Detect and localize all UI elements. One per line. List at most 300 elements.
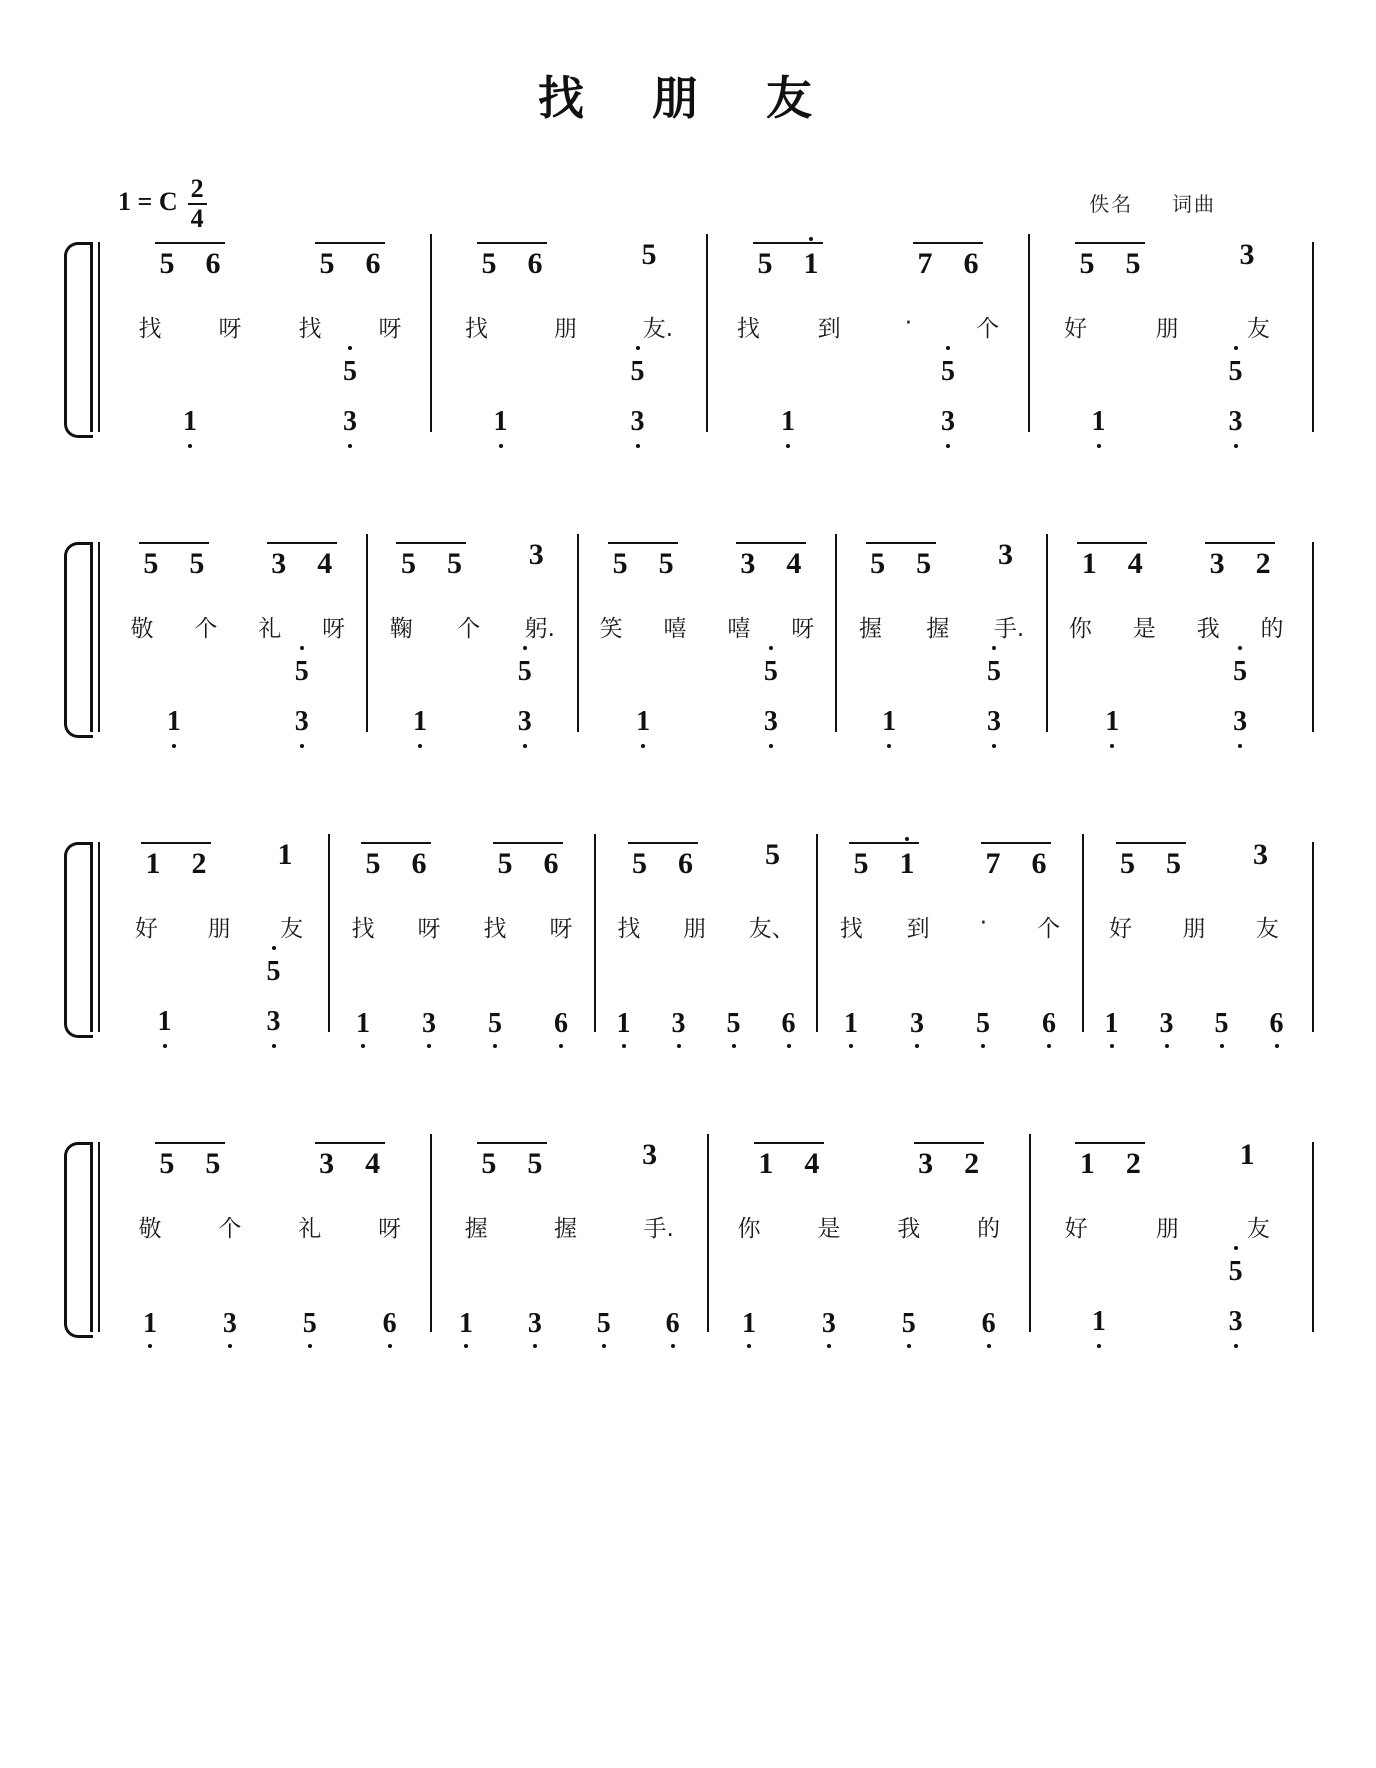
beamed-note-group <box>981 842 1051 879</box>
melody-note: 5 <box>365 847 381 880</box>
melody-row <box>579 534 835 610</box>
accompaniment-upper-note: 5 <box>1228 356 1243 387</box>
accompaniment-note: 3 <box>817 1310 841 1338</box>
beamed-note-group <box>315 242 385 279</box>
accompaniment-upper-note: 5 <box>941 356 955 387</box>
beamed-note-group <box>1075 242 1145 279</box>
accompaniment-lower-note: 3 <box>1233 706 1248 737</box>
measure <box>837 534 1049 737</box>
accompaniment-note: 1 <box>351 1010 375 1038</box>
beamed-note-group <box>913 242 983 279</box>
lyric-syllable: 找 <box>839 916 863 942</box>
melody-note: 5 <box>1079 247 1095 280</box>
accompaniment-note: 3 <box>667 1010 691 1038</box>
accompaniment-lower-note: 1 <box>1091 406 1106 437</box>
melody-note: 4 <box>804 1147 820 1180</box>
beamed-note-group <box>628 842 698 879</box>
staff <box>110 234 1304 437</box>
lyrics-row <box>110 1210 430 1256</box>
beamed-note-group <box>1075 1142 1145 1179</box>
accompaniment-chord <box>1092 362 1106 438</box>
staff-system <box>60 1134 1316 1434</box>
barline-start-inner <box>98 242 100 432</box>
accompaniment-lower-note: 1 <box>1091 1306 1106 1337</box>
melody-note: 5 <box>1166 847 1181 880</box>
system-brace <box>64 842 93 1038</box>
measure <box>432 1134 710 1339</box>
lyric-syllable: 找 <box>483 916 507 942</box>
melody-row <box>110 1134 430 1210</box>
beamed-note-group <box>155 242 225 279</box>
accompaniment-lower-note: 3 <box>1228 1306 1243 1337</box>
lyric-syllable: 朋 <box>207 916 231 942</box>
accompaniment-note: 5 <box>298 1310 322 1338</box>
barline-start <box>90 542 93 732</box>
accompaniment-chord <box>882 662 896 738</box>
lyric-syllable: 朋 <box>1182 916 1206 942</box>
credits <box>1089 188 1216 217</box>
accompaniment-chord <box>763 656 778 738</box>
accompaniment-note: 3 <box>218 1310 242 1338</box>
lyric-syllable: 友 <box>280 916 304 942</box>
melody-note: 5 <box>853 847 869 880</box>
accompaniment-chord <box>183 362 197 438</box>
lyric-syllable: 朋 <box>682 916 706 942</box>
melody-note: 3 <box>642 1138 658 1171</box>
beamed-note-group <box>493 842 563 879</box>
lyric-syllable: 找 <box>298 316 322 342</box>
melody-note: 1 <box>799 247 823 279</box>
melody-note: 4 <box>1127 547 1143 580</box>
melody-note: 5 <box>497 847 513 880</box>
accompaniment-row <box>110 356 430 442</box>
melody-note: 5 <box>765 838 780 871</box>
accompaniment-chord <box>517 656 532 738</box>
lyric-syllable: 呀 <box>378 1216 402 1242</box>
lyrics-row <box>1084 910 1304 956</box>
beamed-note-group <box>141 842 211 879</box>
accompaniment-row <box>1084 956 1304 1042</box>
accompaniment-note: 3 <box>1155 1010 1179 1038</box>
lyric-syllable: 找 <box>138 316 162 342</box>
system-brace <box>64 242 93 438</box>
accompaniment-chord <box>1092 1262 1106 1338</box>
accompaniment-note: 1 <box>1100 1010 1124 1038</box>
accompaniment-lower-note: 3 <box>343 406 357 437</box>
melody-note: 5 <box>757 247 773 280</box>
accompaniment-chord <box>1228 356 1243 438</box>
accompaniment-note: 6 <box>378 1310 402 1338</box>
melody-note: 5 <box>319 247 335 280</box>
barline-end <box>1312 542 1314 732</box>
lyrics-row <box>1030 310 1304 356</box>
beamed-note-group <box>914 1142 984 1179</box>
beamed-note-group <box>608 542 678 579</box>
score-meta <box>0 174 1376 234</box>
accompaniment-chord <box>413 662 427 738</box>
measure <box>1030 234 1304 437</box>
accompaniment-note: 5 <box>722 1010 746 1038</box>
lyrics-row <box>709 1210 1029 1256</box>
melody-row <box>837 534 1047 610</box>
time-signature <box>188 176 207 232</box>
melody-note: 5 <box>612 547 628 580</box>
accompaniment-note: 1 <box>454 1310 478 1338</box>
melody-row <box>709 1134 1029 1210</box>
accompaniment-row <box>818 956 1082 1042</box>
accompaniment-row <box>110 1256 430 1342</box>
lyrics-row <box>708 310 1028 356</box>
melody-note: 7 <box>985 847 1001 880</box>
beamed-note-group <box>361 842 431 879</box>
lyric-syllable: 躬. <box>524 616 555 642</box>
lyric-syllable: 友 <box>1246 316 1270 342</box>
accompaniment-lower-note: 1 <box>166 706 181 737</box>
lyric-syllable: 朋 <box>1155 316 1179 342</box>
accompaniment-lower-note: 1 <box>882 706 897 737</box>
accompaniment-lower-note: 3 <box>294 706 309 737</box>
barline-end <box>1312 242 1314 432</box>
key-signature <box>118 174 207 233</box>
melody-note: 2 <box>1125 1147 1141 1180</box>
lyric-syllable: 好 <box>1064 1216 1088 1242</box>
accompaniment-lower-note: 1 <box>1105 706 1120 737</box>
system-brace <box>64 1142 93 1338</box>
melody-note: 1 <box>145 847 161 880</box>
measure <box>110 234 432 437</box>
melody-note: 5 <box>632 847 647 880</box>
melody-note: 1 <box>895 847 919 879</box>
lyrics-row <box>432 1210 708 1256</box>
lyrics-row <box>837 610 1047 656</box>
accompaniment-row <box>1048 656 1304 742</box>
accompaniment-row <box>432 1256 708 1342</box>
accompaniment-chord <box>941 356 955 438</box>
accompaniment-note: 6 <box>1037 1010 1061 1038</box>
melody-row <box>110 534 366 610</box>
page-title: 找 朋 友 <box>537 71 839 125</box>
accompaniment-chord <box>781 362 795 438</box>
lyrics-row <box>330 910 594 956</box>
melody-note: 5 <box>446 547 462 580</box>
barline-start <box>90 842 93 1032</box>
melody-note: 1 <box>1239 1138 1255 1171</box>
lyric-syllable: 握 <box>464 1216 488 1242</box>
accompaniment-upper-note: 5 <box>266 956 281 987</box>
melody-row <box>596 834 816 910</box>
melody-note: 4 <box>786 547 802 580</box>
accompaniment-lower-note: 3 <box>517 706 532 737</box>
lyric-syllable: 个 <box>1037 916 1061 942</box>
melody-row <box>110 234 430 310</box>
accompaniment-row <box>330 956 594 1042</box>
measure <box>110 534 368 737</box>
lyric-syllable: 鞠 <box>389 616 413 642</box>
beamed-note-group <box>477 242 547 279</box>
lyric-syllable: 敬 <box>130 616 154 642</box>
accompaniment-note: 3 <box>523 1310 547 1338</box>
melody-row <box>330 834 594 910</box>
melody-note: 6 <box>963 247 979 280</box>
lyric-syllable: 手. <box>993 616 1025 642</box>
melody-note: 3 <box>271 547 287 580</box>
accompaniment-note: 1 <box>138 1310 162 1338</box>
melody-note: 5 <box>658 547 674 580</box>
accompaniment-chord <box>294 656 309 738</box>
lyric-syllable: 你 <box>1068 616 1092 642</box>
melody-row <box>1048 534 1304 610</box>
melody-row <box>1084 834 1304 910</box>
credit-role: 词曲 <box>1172 192 1216 216</box>
melody-note: 5 <box>159 1147 175 1180</box>
time-signature-denominator: 4 <box>190 204 204 233</box>
measure <box>1084 834 1304 1039</box>
melody-note: 5 <box>143 547 159 580</box>
melody-note: 4 <box>365 1147 381 1180</box>
melody-row <box>368 534 578 610</box>
melody-note: 3 <box>740 547 756 580</box>
melody-note: 6 <box>678 847 693 880</box>
staff <box>110 534 1304 737</box>
lyric-syllable: 礼 <box>258 616 282 642</box>
beamed-note-group <box>736 542 806 579</box>
accompaniment-chord <box>1105 662 1119 738</box>
melody-note: 3 <box>918 1147 934 1180</box>
melody-note: 5 <box>205 1147 221 1180</box>
measure <box>1031 1134 1305 1337</box>
measure <box>368 534 580 737</box>
melody-note: 6 <box>527 247 543 280</box>
melody-row <box>818 834 1082 910</box>
barline-start-inner <box>98 842 100 1032</box>
lyrics-row <box>818 910 1082 956</box>
lyric-syllable: 嘻 <box>663 616 687 642</box>
beamed-note-group <box>315 1142 385 1179</box>
measure <box>818 834 1084 1039</box>
melody-note: 5 <box>159 247 175 280</box>
lyrics-row <box>1048 610 1304 656</box>
barline-end <box>1312 1142 1314 1332</box>
accompaniment-note: 5 <box>592 1310 616 1338</box>
staff-system <box>60 834 1316 1134</box>
beamed-note-group <box>753 242 823 279</box>
accompaniment-upper-note: 5 <box>294 656 309 687</box>
melody-note: 5 <box>481 1147 497 1180</box>
time-signature-numerator: 2 <box>188 176 207 205</box>
lyrics-row <box>579 610 835 656</box>
accompaniment-chord <box>1233 656 1248 738</box>
lyric-syllable: 朋 <box>553 316 577 342</box>
accompaniment-upper-note: 5 <box>1233 656 1248 687</box>
measure <box>1048 534 1304 737</box>
lyric-syllable: 敬 <box>138 1216 162 1242</box>
sheet-music-page <box>0 62 1376 1768</box>
lyric-syllable: · <box>904 310 913 336</box>
lyrics-row <box>110 610 366 656</box>
accompaniment-lower-note: 3 <box>630 406 645 437</box>
accompaniment-note: 6 <box>549 1010 573 1038</box>
lyric-syllable: 呀 <box>322 616 346 642</box>
beamed-note-group <box>155 1142 225 1179</box>
beamed-note-group <box>849 842 919 879</box>
measure <box>596 834 818 1039</box>
accompaniment-note: 5 <box>1210 1010 1234 1038</box>
lyric-syllable: 友. <box>642 316 674 342</box>
accompaniment-lower-note: 3 <box>266 1006 281 1037</box>
accompaniment-row <box>596 956 816 1042</box>
system-brace <box>64 542 93 738</box>
lyrics-row <box>110 910 328 956</box>
melody-note: 6 <box>205 247 221 280</box>
beamed-note-group <box>866 542 936 579</box>
lyric-syllable: 个 <box>194 616 218 642</box>
staff <box>110 1134 1304 1339</box>
lyrics-row <box>596 910 816 956</box>
staff <box>110 834 1304 1039</box>
lyric-syllable: 个 <box>976 316 1000 342</box>
lyric-syllable: 到 <box>906 916 930 942</box>
melody-row <box>432 234 706 310</box>
key-signature-text: 1 = C <box>118 187 178 216</box>
lyric-syllable: 朋 <box>1155 1216 1179 1242</box>
melody-note: 1 <box>1081 547 1097 580</box>
lyric-syllable: 握 <box>858 616 882 642</box>
lyric-syllable: 呀 <box>417 916 441 942</box>
melody-note: 1 <box>1079 1147 1095 1180</box>
melody-note: 3 <box>1239 238 1255 271</box>
accompaniment-lower-note: 3 <box>941 406 955 437</box>
lyric-syllable: 找 <box>351 916 375 942</box>
lyric-syllable: 握 <box>926 616 950 642</box>
beamed-note-group <box>1205 542 1275 579</box>
measure <box>432 234 708 437</box>
melody-note: 2 <box>964 1147 980 1180</box>
lyric-syllable: 友 <box>1255 916 1279 942</box>
barline-start <box>90 242 93 432</box>
accompaniment-upper-note: 5 <box>630 356 645 387</box>
beamed-note-group <box>396 542 466 579</box>
melody-note: 4 <box>317 547 333 580</box>
accompaniment-chord <box>266 956 281 1038</box>
accompaniment-note: 1 <box>612 1010 636 1038</box>
systems-container <box>0 234 1376 1434</box>
barline-start-inner <box>98 542 100 732</box>
lyric-syllable: 呀 <box>378 316 402 342</box>
accompaniment-note: 5 <box>897 1310 921 1338</box>
lyric-syllable: 笑 <box>599 616 623 642</box>
melody-row <box>110 834 328 910</box>
staff-system <box>60 534 1316 834</box>
melody-note: 5 <box>1120 847 1135 880</box>
beamed-note-group <box>754 1142 824 1179</box>
accompaniment-row <box>708 356 1028 442</box>
melody-note: 6 <box>543 847 559 880</box>
melody-note: 3 <box>1253 838 1268 871</box>
accompaniment-lower-note: 1 <box>412 706 427 737</box>
accompaniment-lower-note: 1 <box>493 406 508 437</box>
lyrics-row <box>1031 1210 1305 1256</box>
beamed-note-group <box>1077 542 1147 579</box>
melody-note: 1 <box>277 838 293 871</box>
lyric-syllable: · <box>979 910 988 936</box>
accompaniment-row <box>432 356 706 442</box>
lyric-syllable: 友、 <box>748 916 795 942</box>
melody-note: 3 <box>1209 547 1225 580</box>
measure <box>110 834 330 1037</box>
accompaniment-chord <box>636 662 650 738</box>
measure <box>579 534 837 737</box>
lyric-syllable: 友 <box>1246 1216 1270 1242</box>
melody-note: 7 <box>917 247 933 280</box>
accompaniment-row <box>110 956 328 1042</box>
melody-note: 5 <box>400 547 416 580</box>
lyric-syllable: 是 <box>1132 616 1156 642</box>
accompaniment-chord <box>1228 1256 1243 1338</box>
accompaniment-lower-note: 3 <box>986 706 1001 737</box>
lyric-syllable: 礼 <box>298 1216 322 1242</box>
melody-note: 5 <box>481 247 497 280</box>
accompaniment-note: 6 <box>661 1310 685 1338</box>
lyric-syllable: 的 <box>1260 616 1284 642</box>
melody-note: 6 <box>1031 847 1047 880</box>
accompaniment-upper-note: 5 <box>986 656 1001 687</box>
accompaniment-upper-note: 5 <box>1228 1256 1243 1287</box>
beamed-note-group <box>267 542 337 579</box>
accompaniment-note: 6 <box>977 1310 1001 1338</box>
accompaniment-chord <box>630 356 645 438</box>
melody-note: 3 <box>319 1147 335 1180</box>
barline-start-inner <box>98 1142 100 1332</box>
barline-start <box>90 1142 93 1332</box>
melody-row <box>1030 234 1304 310</box>
accompaniment-chord <box>986 656 1001 738</box>
accompaniment-row <box>1031 1256 1305 1342</box>
lyric-syllable: 找 <box>617 916 641 942</box>
accompaniment-chord <box>494 362 508 438</box>
lyric-syllable: 好 <box>134 916 158 942</box>
accompaniment-lower-note: 1 <box>636 706 651 737</box>
lyric-syllable: 呀 <box>791 616 815 642</box>
lyrics-row <box>432 310 706 356</box>
accompaniment-chord <box>167 662 181 738</box>
melody-note: 3 <box>997 538 1013 571</box>
lyric-syllable: 找 <box>736 316 760 342</box>
melody-note: 3 <box>528 538 544 571</box>
lyric-syllable: 个 <box>218 1216 242 1242</box>
melody-note: 6 <box>365 247 381 280</box>
melody-note: 5 <box>527 1147 543 1180</box>
staff-system <box>60 234 1316 534</box>
melody-note: 5 <box>189 547 205 580</box>
accompaniment-row <box>110 656 366 742</box>
lyric-syllable: 我 <box>897 1216 921 1242</box>
accompaniment-upper-note: 5 <box>763 656 778 687</box>
accompaniment-row <box>1030 356 1304 442</box>
melody-note: 2 <box>1255 547 1271 580</box>
accompaniment-lower-note: 1 <box>183 406 197 437</box>
accompaniment-row <box>368 656 578 742</box>
lyric-syllable: 个 <box>457 616 481 642</box>
lyric-syllable: 握 <box>554 1216 578 1242</box>
measure <box>709 1134 1031 1339</box>
accompaniment-upper-note: 5 <box>517 656 532 687</box>
lyric-syllable: 我 <box>1196 616 1220 642</box>
accompaniment-chord <box>158 962 172 1038</box>
lyric-syllable: 手. <box>643 1216 674 1242</box>
accompaniment-row <box>579 656 835 742</box>
accompaniment-lower-note: 3 <box>1228 406 1243 437</box>
accompaniment-note: 1 <box>839 1010 863 1038</box>
